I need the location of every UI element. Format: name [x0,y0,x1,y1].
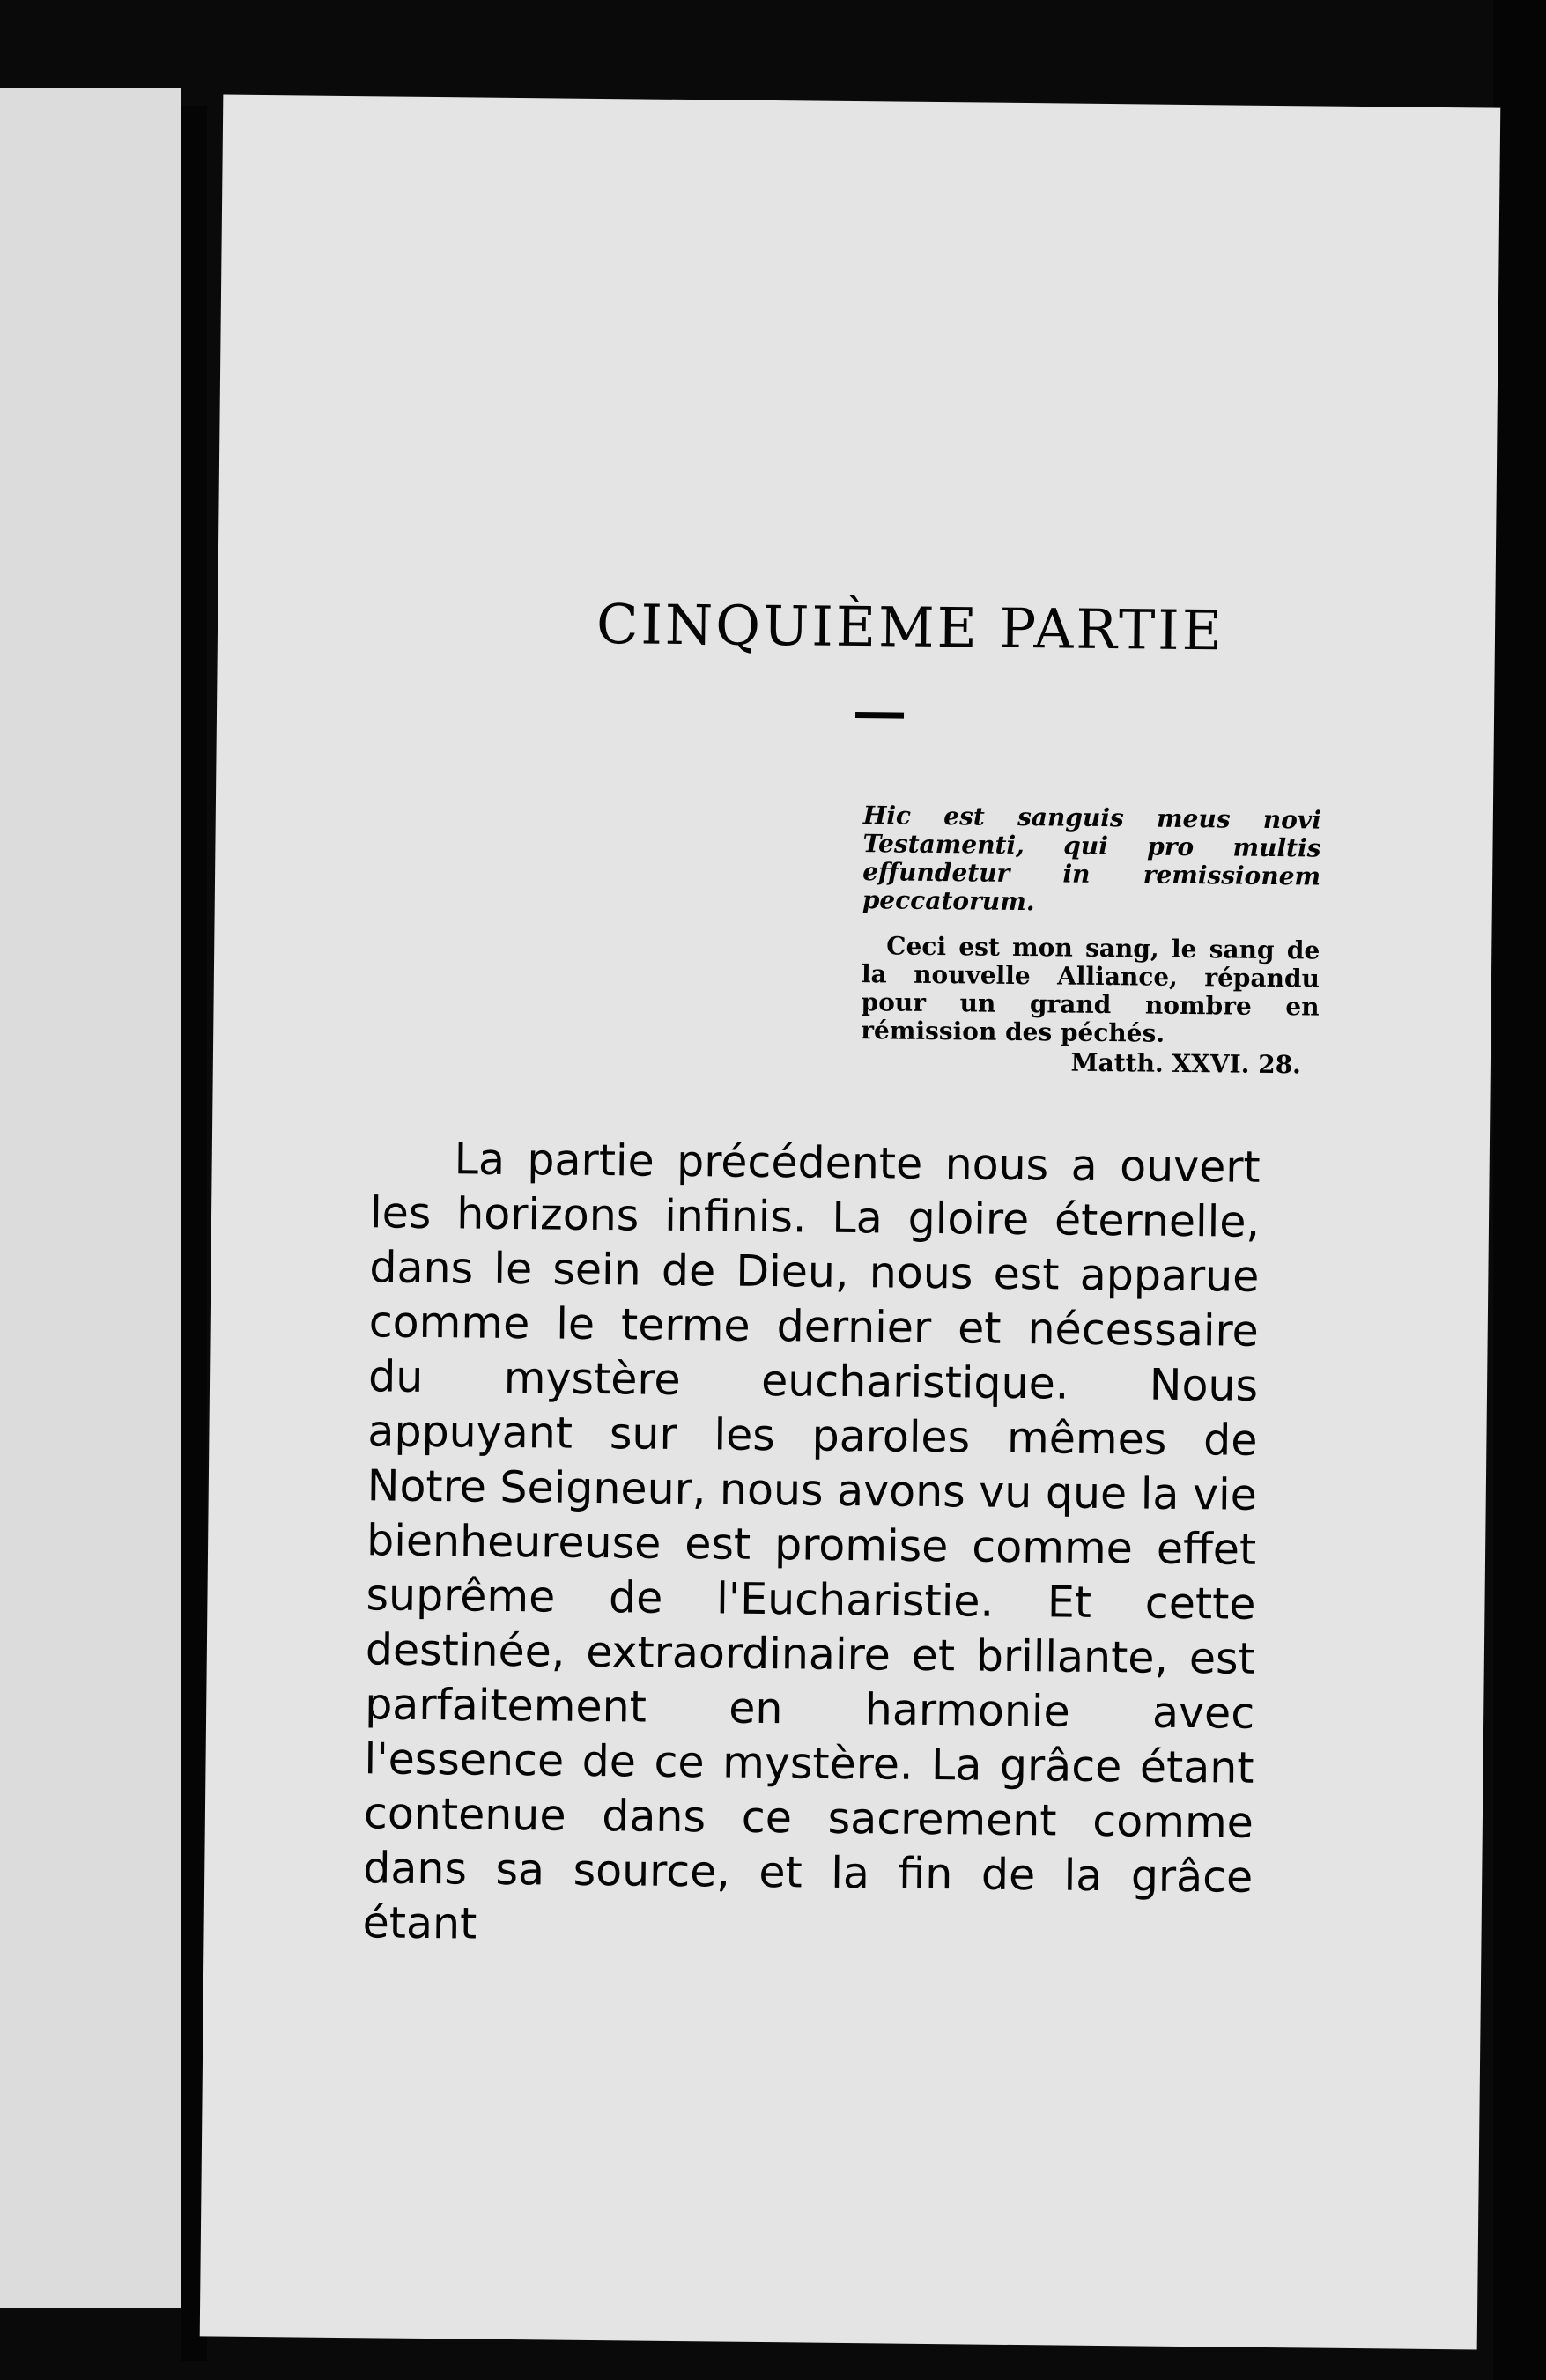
title-rule [855,712,904,719]
body-paragraph: La partie précédente nous a ouvert les horizons infinis. La gloire éternelle, dans le sein de Dieu, nous est apparue comme le terme dernier et nécessaire du mystère eucharistique. Nous appuyant sur les paroles mêmes de Notre Seigneur, nous avons vu que la vie bienheureuse est promise comme effet suprême de l'Eucharistie. Et cette destinée, extraordinaire et brillante, est parfaitement en harmonie avec l'essence de ce mystère. La grâce étant contenue dans ce sacrement comme dans sa source, et la fin de la grâce étant [362,1134,1261,1949]
part-title: CINQUIÈME PARTIE [595,591,1225,663]
facing-page-edge [0,88,181,2308]
epigraph [861,802,1321,1079]
epigraph-latin: Hic est sanguis meus novi Testamenti, qui pro multis effundetur in remissionem peccatorum. [862,801,1321,917]
epigraph-french: Ceci est mon sang, le sang de la nouvelle Alliance, répandu pour un grand nombre en rémission des péchés. [861,931,1320,1048]
epigraph-reference: Matth. XXVI. 28. [1070,1047,1302,1080]
page-content [362,589,1328,1960]
scan-border [1493,0,1546,2380]
book-page [200,94,1501,2349]
